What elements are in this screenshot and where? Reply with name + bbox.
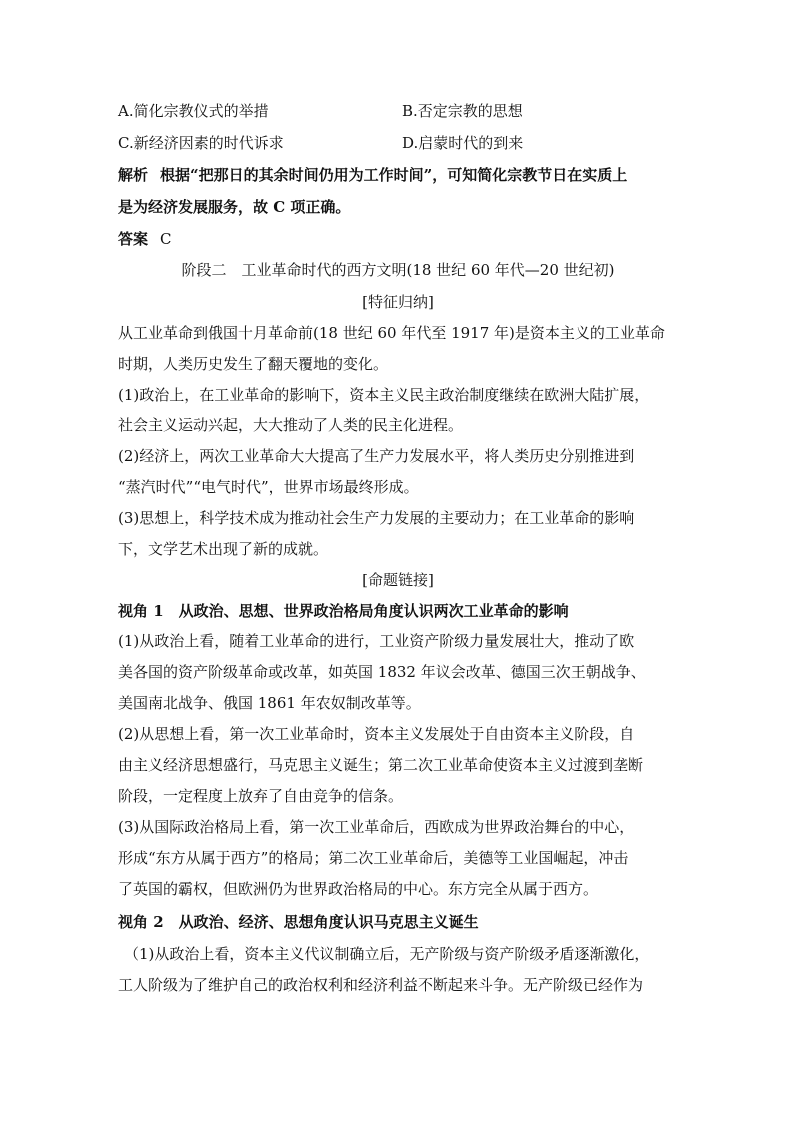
view-1-p3-line-3: 了英国的霸权，但欧洲仍为世界政治格局的中心。东方完全从属于西方。 [118, 880, 599, 898]
option-a: A.简化宗教仪式的举措 [118, 102, 269, 120]
view-1-p1-line-1: (1)从政治上看，随着工业革命的进行，工业资产阶级力量发展壮大，推动了欧 [118, 632, 635, 650]
link-heading: [命题链接] [362, 571, 434, 589]
analysis-line-1 [118, 164, 678, 186]
feature-3-line-2: 下，文学艺术出现了新的成就。 [118, 540, 329, 558]
view-2-p1-line-1: （1)从政治上看，资本主义代议制确立后，无产阶级与资产阶级矛盾逐渐激化， [124, 945, 650, 963]
option-d: D.启蒙时代的到来 [402, 134, 524, 152]
feature-intro-2: 时期，人类历史发生了翻天覆地的变化。 [118, 355, 389, 373]
feature-2-line-2: “蒸汽时代”“电气时代”，世界市场最终形成。 [118, 478, 419, 496]
view-1-p2-line-1: (2)从思想上看，第一次工业革命时，资本主义发展处于自由资本主义阶段，自 [118, 725, 635, 743]
feature-1-line-2: 社会主义运动兴起，大大推动了人类的民主化进程。 [118, 416, 464, 434]
view-2-p1-line-2: 工人阶级为了维护自己的政治权利和经济利益不断起来斗争。无产阶级已经作为 [118, 976, 644, 994]
view-1-p2-line-3: 阶段，一定程度上放弃了自由竞争的信条。 [118, 787, 404, 805]
view-1-p3-line-2: 形成“东方从属于西方”的格局；第二次工业革命后，美德等工业国崛起，冲击 [118, 849, 629, 867]
view-1-p1-line-2: 美各国的资产阶级革命或改革，如英国 1832 年议会改革、德国三次王朝战争、 [118, 663, 646, 681]
feature-heading: [特征归纳] [362, 293, 434, 311]
option-c: C.新经济因素的时代诉求 [118, 134, 284, 152]
analysis-label: 解析 [118, 166, 149, 184]
feature-2-line-1: (2)经济上，两次工业革命大大提高了生产力发展水平，将人类历史分别推进到 [118, 447, 635, 465]
answer-label: 答案 [118, 230, 149, 248]
view-1-p2-line-2: 由主义经济思想盛行，马克思主义诞生；第二次工业革命使资本主义过渡到垄断 [118, 756, 644, 774]
view-1-p1-line-3: 美国南北战争、俄国 1861 年农奴制改革等。 [118, 694, 421, 712]
option-b: B.否定宗教的思想 [402, 102, 523, 120]
view-1-p3-line-1: (3)从国际政治格局上看，第一次工业革命后，西欧成为世界政治舞台的中心， [118, 818, 635, 836]
view-1-title: 视角 1 从政治、思想、世界政治格局角度认识两次工业革命的影响 [118, 602, 569, 620]
answer-value: C [160, 230, 172, 248]
analysis-text-1: 根据“把那日的其余时间仍用为工作时间”，可知简化宗教节日在实质上 [160, 166, 628, 184]
analysis-line-2: 是为经济发展服务，故 C 项正确。 [118, 198, 351, 216]
stage-title: 阶段二 工业革命时代的西方文明(18 世纪 60 年代—20 世纪初) [181, 261, 615, 279]
feature-1-line-1: (1)政治上，在工业革命的影响下，资本主义民主政治制度继续在欧洲大陆扩展， [118, 386, 650, 404]
answer-line [118, 228, 678, 250]
feature-3-line-1: (3)思想上，科学技术成为推动社会生产力发展的主要动力；在工业革命的影响 [118, 509, 635, 527]
feature-intro-1: 从工业革命到俄国十月革命前(18 世纪 60 年代至 1917 年)是资本主义的工业革命 [118, 324, 665, 342]
view-2-title: 视角 2 从政治、经济、思想角度认识马克思主义诞生 [118, 913, 479, 931]
